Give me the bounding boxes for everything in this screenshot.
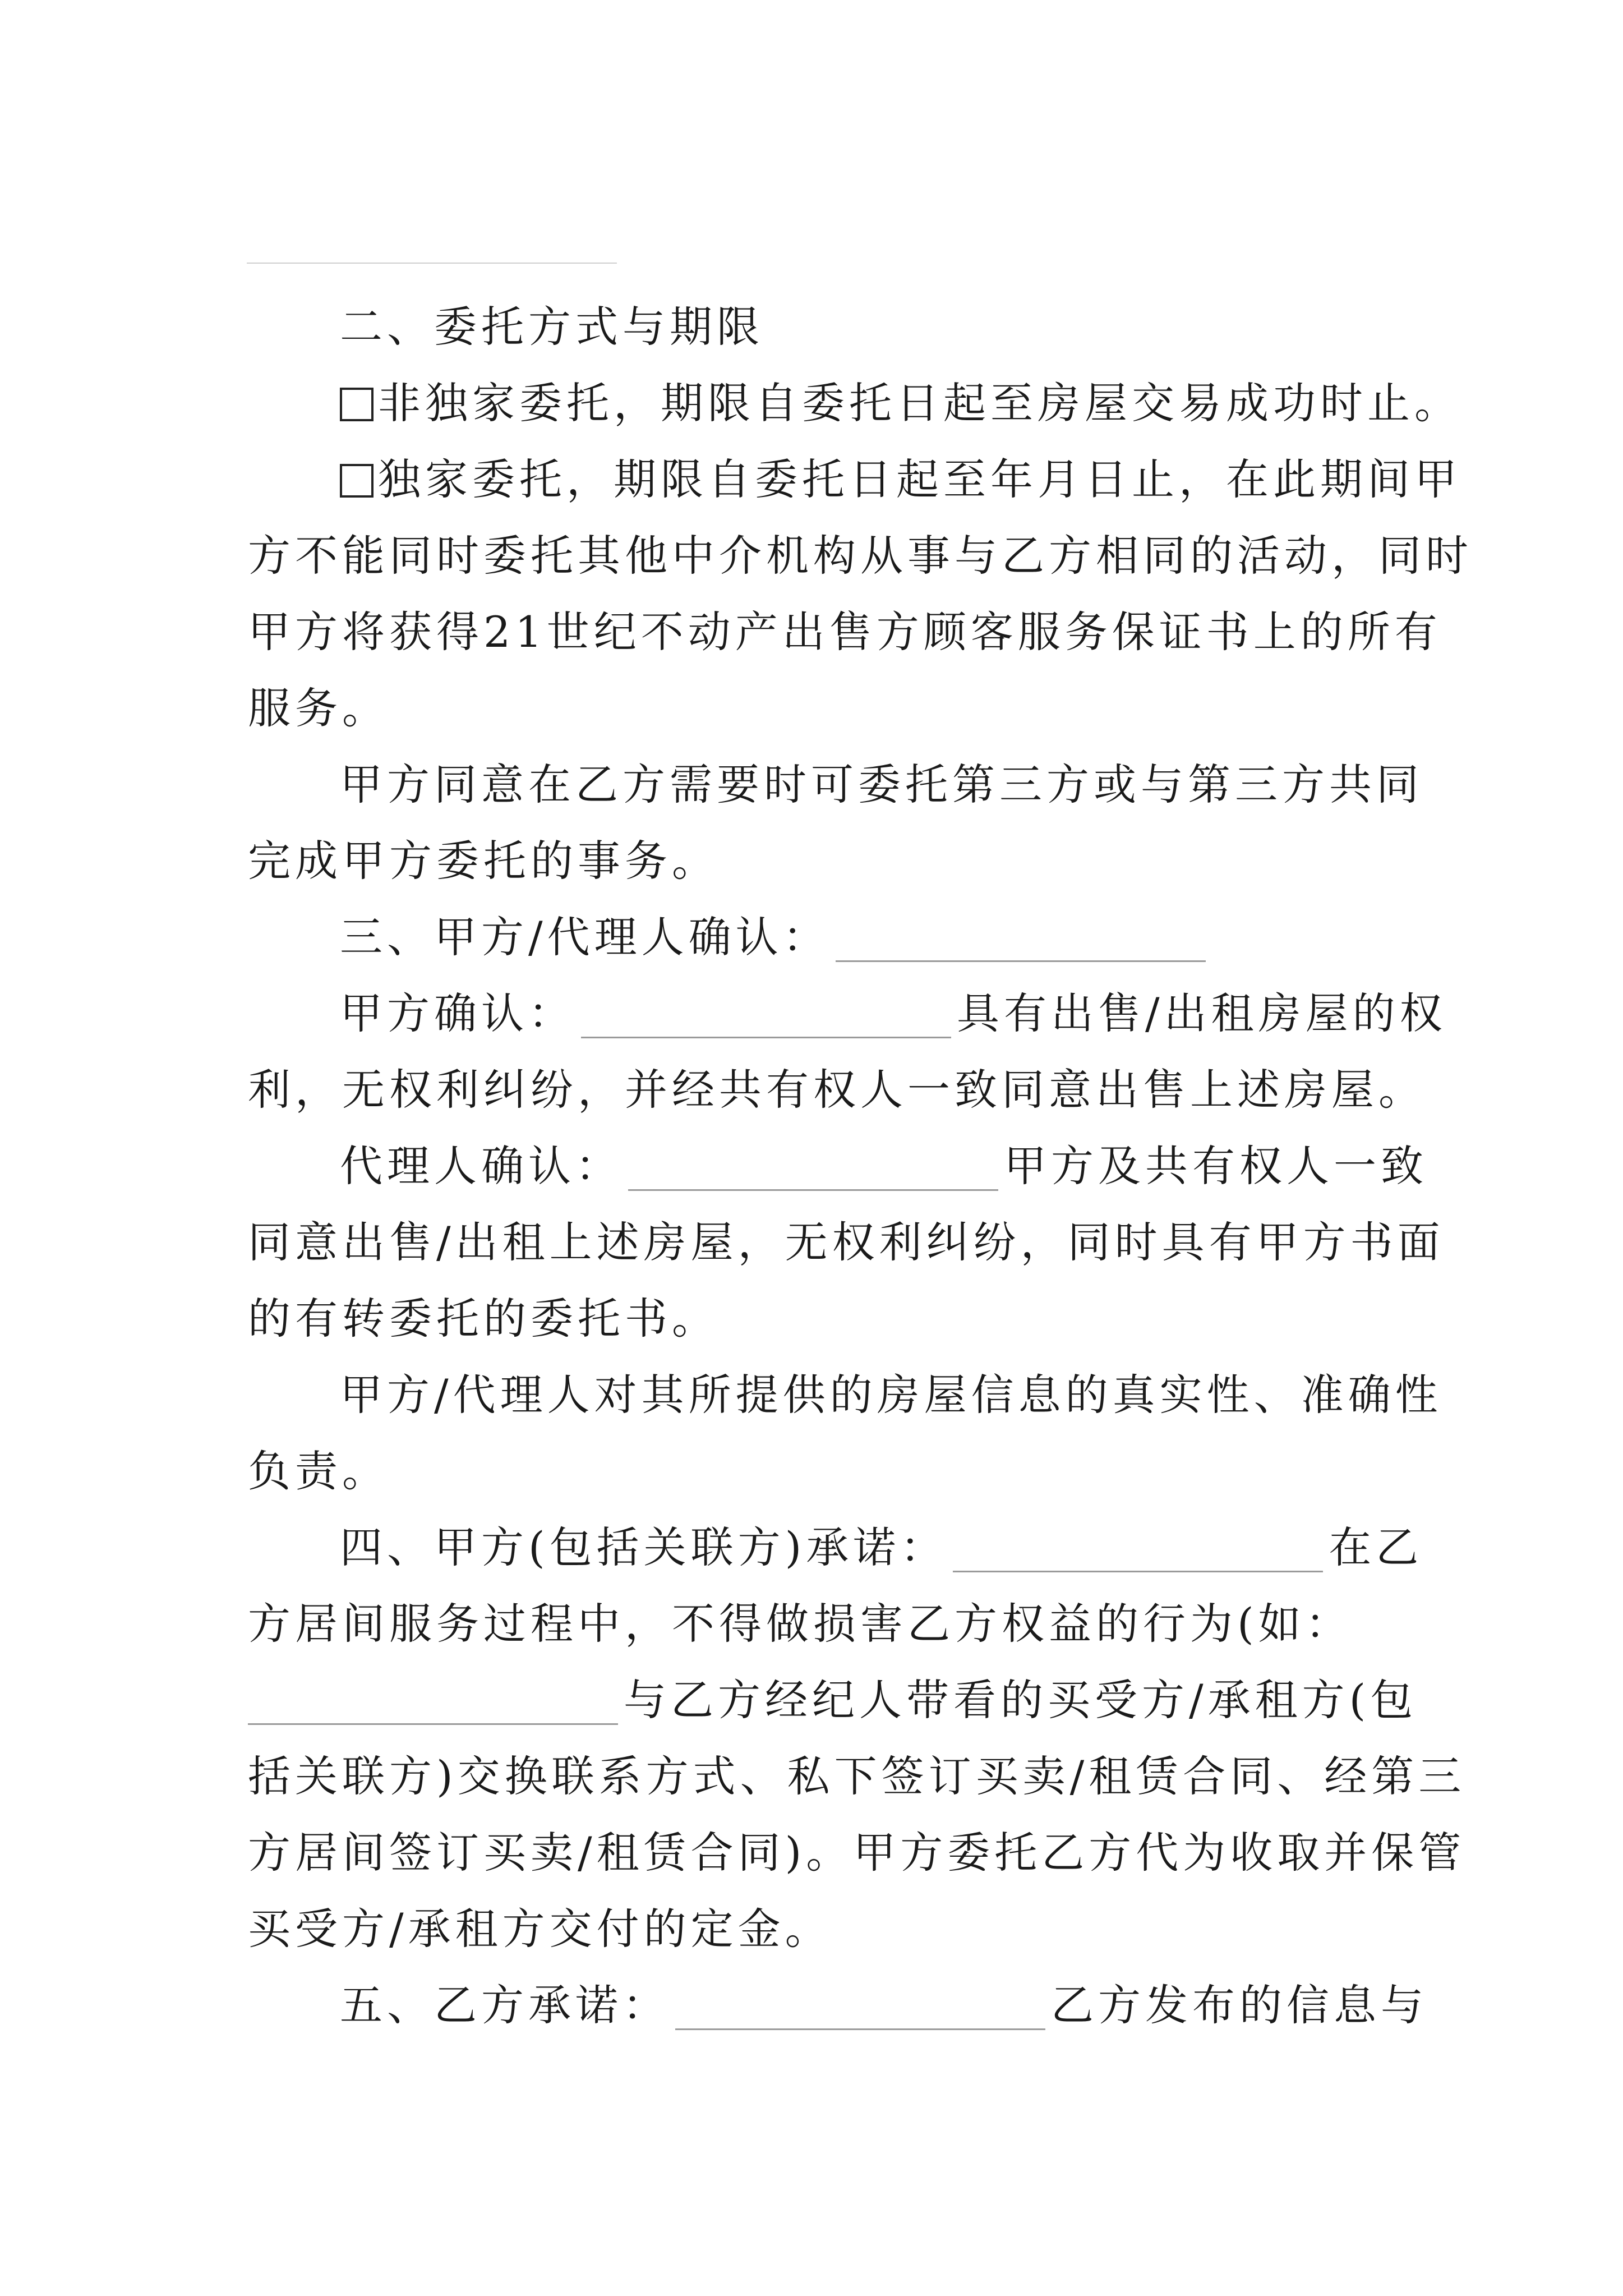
document-body	[248, 289, 1473, 2044]
agent-confirm-blank[interactable]	[628, 1145, 998, 1191]
party-a-confirm-line-1: 甲方确认： 具有出售/出租房屋的权	[340, 988, 1447, 1038]
section-4-line-1: 四、甲方(包括关联方)承诺： 在乙	[340, 1522, 1423, 1572]
section-4-line-5: 方居间签订买卖/租赁合同)。甲方委托乙方代为收取并保管	[248, 1828, 1466, 1878]
option-nonexclusive: 非独家委托，期限自委托日起至房屋交易成功时止。	[248, 365, 1392, 441]
section-4-line-6: 买受方/承租方交付的定金。	[248, 1904, 832, 1954]
nonexclusive-checkbox[interactable]	[340, 388, 374, 421]
option-exclusive-line-3: 甲方将获得21世纪不动产出售方顾客服务保证书上的所有	[248, 607, 1442, 657]
section-4-line-4: 括关联方)交换联系方式、私下签订买卖/租赁合同、经第三	[248, 1751, 1466, 1801]
option-exclusive-line-4: 服务。	[248, 683, 389, 733]
agent-confirm-line-2: 同意出售/出租上述房屋，无权利纠纷，同时具有甲方书面	[248, 1217, 1445, 1267]
section-5-blank[interactable]	[675, 1985, 1045, 2030]
exclusive-checkbox[interactable]	[340, 464, 374, 498]
party-a-confirm-line-2: 利，无权利纠纷，并经共有权人一致同意出售上述房屋。	[248, 1065, 1426, 1115]
agent-confirm-line-1: 代理人确认： 甲方及共有权人一致	[340, 1141, 1428, 1191]
section-4-line-3: 与乙方经纪人带看的买受方/承租方(包	[248, 1662, 1392, 1738]
header-divider	[247, 263, 617, 264]
option-exclusive-line-1: 独家委托，期限自委托日起至年月日止，在此期间甲	[248, 441, 1392, 518]
section-3-blank[interactable]	[836, 917, 1206, 962]
truthfulness-line-1: 甲方/代理人对其所提供的房屋信息的真实性、准确性	[340, 1370, 1442, 1420]
option-exclusive-line-2: 方不能同时委托其他中介机构从事与乙方相同的活动，同时	[248, 531, 1473, 581]
truthfulness-line-2: 负责。	[248, 1446, 389, 1496]
section-4-blank-1[interactable]	[953, 1527, 1323, 1572]
third-party-line-1: 甲方同意在乙方需要时可委托第三方或与第三方共同	[340, 760, 1423, 809]
section-4-line-2: 方居间服务过程中，不得做损害乙方权益的行为(如：	[248, 1599, 1353, 1649]
section-3-heading: 三、甲方/代理人确认：	[248, 899, 1392, 976]
agent-confirm-line-3: 的有转委托的委托书。	[248, 1294, 719, 1343]
section-4-blank-2[interactable]	[248, 1680, 618, 1725]
section-2-heading: 二、委托方式与期限	[340, 302, 764, 352]
party-a-confirm-blank[interactable]	[581, 993, 951, 1038]
third-party-line-2: 完成甲方委托的事务。	[248, 836, 719, 886]
section-5-line-1: 五、乙方承诺： 乙方发布的信息与	[340, 1980, 1428, 2030]
